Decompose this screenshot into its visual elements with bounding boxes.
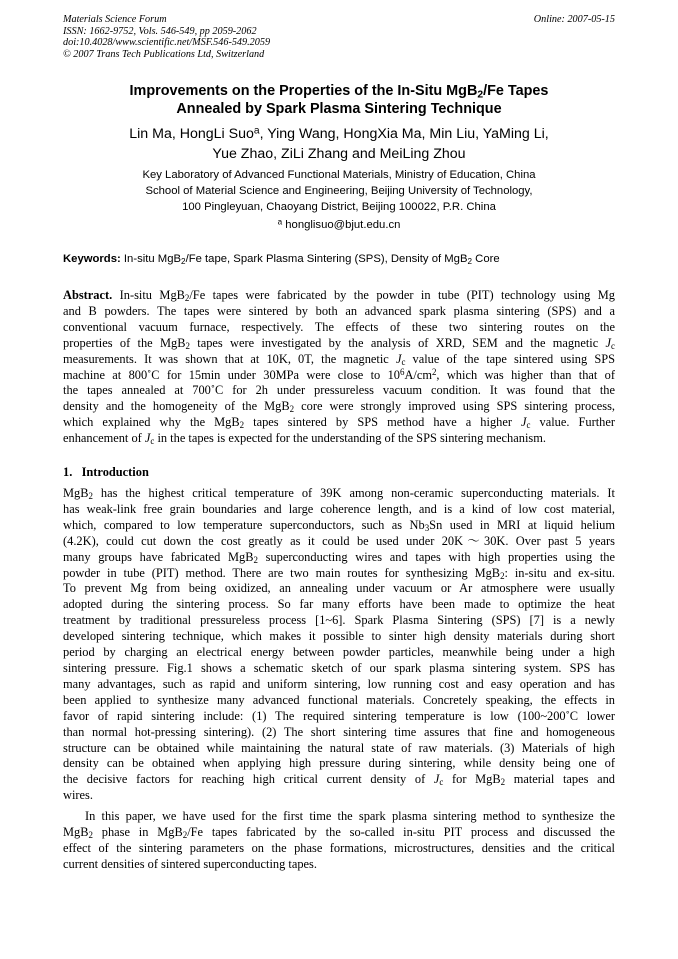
introduction-paragraph-2: In this paper, we have used for the first time the spark plasma sintering method to synthesize the MgB$_2$ phase in MgB$_2$/Fe tapes fabricated by the so-called in-situ PIT process and discussed the effect of the sintering parameters on the phase formations, microstructures, densities and the critical current densities of sintered superconducting tapes. (63, 809, 615, 871)
doi: doi:10.4028/www.scientific.net/MSF.546-549.2059 (63, 37, 271, 49)
paper-title: Improvements on the Properties of the In-Situ MgB$_2$/Fe Tapes Annealed by Spark Plasma Sintering Technique (129, 83, 549, 117)
keywords: Keywords: In-situ MgB$_2$/Fe tape, Spark Plasma Sintering (SPS), Density of MgB$_2$ Core (63, 253, 500, 267)
journal-header (63, 14, 615, 60)
keywords-label: Keywords: (63, 253, 121, 265)
issn: ISSN: 1662-9752, Vols. 546-549, pp 2059-2062 (63, 25, 257, 37)
abstract: Abstract. In-situ MgB$_2$/Fe tapes were fabricated by the powder in tube (PIT) technology using Mg and B powders. The tapes were sintered by both an advanced spark plasma sintering (SPS) and a conventional vacuum furnace, respectively. The effects of these two sintering routes on the properties of the MgB$_2$ tapes were investigated by the analysis of XRD, SEM and the magnetic $J_c$ measurements. It was shown that at 10K, 0T, the magnetic $J_c$ value of the tape sintered using SPS machine at 800˚C for 15min under 30MPa were close to $10^6A/cm^2$, which was higher than that of the tapes annealed at 700˚C for 2h under pressureless vacuum condition. It was found that the density and the homogeneity of the MgB$_2$ core were strongly improved using SPS sintering process, which explained why the MgB$_2$ tapes sintered by SPS method have a higher $J_c$ value. Further enhancement of $J_c$ in the tapes is expected for the understanding of the SPS sintering mechanism. (63, 288, 615, 447)
journal-name: Materials Science Forum (63, 14, 167, 25)
affiliation: Key Laboratory of Advanced Functional Materials, Ministry of Education, China School of Material Science and Engineering, Beijing University of Technology, 100 Pingleyuan, Chaoyang District, Beijing 100022, P.R. China (142, 169, 536, 213)
introduction-paragraph: MgB$_2$ has the highest critical temperature of 39K among non-ceramic superconducting materials. It has weak-link free grain boundaries and large coherence length, and is a kind of low cost material, which, compared to low temperature superconductors, such as $Nb_3Sn$ used in MRI at liquid helium (4.2K), could cut down the cost greatly as it could be used under 20K～30K. Over past 5 years many groups have fabricated MgB$_2$ superconducting wires and tapes with high properties using the powder in tube (PIT) method. There are two main routes for synthesizing MgB$_2$: in-situ and ex-situ. To prevent Mg from being oxidized, an annealing under vacuum or Ar atmosphere were usually adopted during the sintering process. So far many efforts have been made to optimize the heat treatment by traditional pressureless process [1~6]. Spark Plasma Sintering (SPS) [7] is a newly developed sintering technique, which makes it possible to sinter high density materials during short period by charging an electrical energy between powder particles, meanwhile being under a high sintering pressure. Fig.1 shows a schematic sketch of our spark plasma sintering system. SPS has many advantages, such as rapid and uniform sintering, low running cost and easy operation and has been applied to synthesize many advanced functional materials. Concretely speaking, the effects in favor of rapid sintering include: (1) The required sintering temperature is low (100~200˚C lower than normal hot-pressing sintering). (2) The short sintering time assures that fine and homogeneous structure can be obtained while maintaining the natural state of raw materials. (3) Materials of high density can be obtained when applying high pressure during sintering, while density being one of the decisive factors for reaching high critical current density of $J_c$ for MgB$_2$ material tapes and wires. (63, 486, 615, 803)
copyright: © 2007 Trans Tech Publications Ltd, Switzerland (63, 48, 265, 60)
abstract-label: Abstract. (63, 288, 113, 302)
section-heading-introduction: 1. Introduction (63, 465, 149, 479)
online-date: Online: 2007-05-15 (533, 14, 615, 25)
author-email: $^a$ honglisuo@bjut.edu.cn (277, 217, 401, 231)
author-list: Lin Ma, HongLi Suo$^a$, Ying Wang, HongXia Ma, Min Liu, YaMing Li, Yue Zhao, ZiLi Zhang and MeiLing Zhou (129, 125, 549, 162)
